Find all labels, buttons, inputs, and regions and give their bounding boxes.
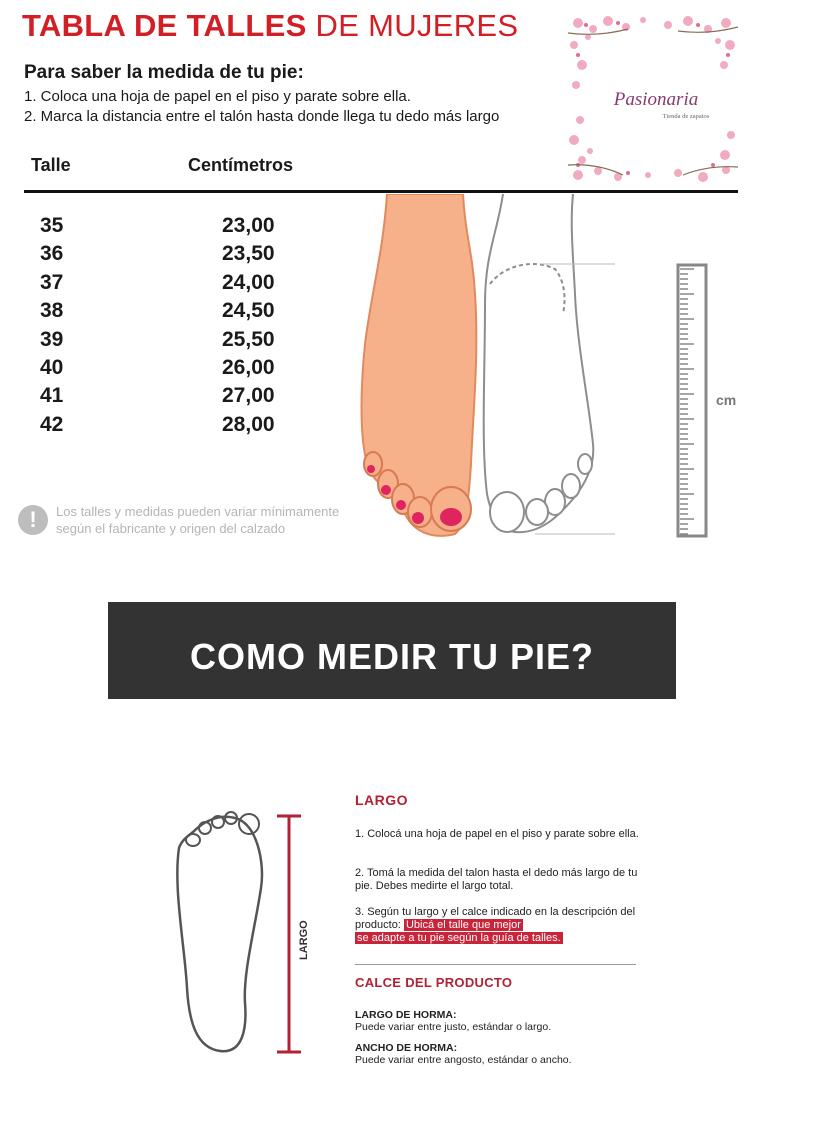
- guide-heading: LARGO: [355, 792, 409, 808]
- table-row-cm: 26,00: [222, 356, 275, 380]
- title-bold: TABLA DE TALLES: [22, 8, 307, 43]
- guide-step-2: 2. Tomá la medida del talon hasta el dedo más largo de tu pie. Debes medirte el largo total.: [355, 867, 638, 892]
- table-row-size: 39: [40, 327, 64, 351]
- disclaimer-line-1: Los talles y medidas pueden variar mínimamente: [56, 504, 340, 519]
- brand-logo: [568, 15, 738, 183]
- table-row-cm: 25,50: [222, 327, 275, 351]
- disclaimer: [56, 503, 339, 537]
- horma-largo: [355, 1009, 551, 1033]
- section-banner: COMO MEDIR TU PIE?: [108, 602, 676, 699]
- page-title: [22, 8, 518, 44]
- horma-largo-text: Puede variar entre justo, estándar o largo.: [355, 1021, 552, 1033]
- guide-divider: [355, 964, 636, 965]
- horma-ancho-title: ANCHO DE HORMA:: [355, 1042, 458, 1054]
- table-row-cm: 23,00: [222, 214, 275, 237]
- table-row-size: 36: [40, 242, 64, 266]
- brand-name: Pasionaria: [613, 89, 699, 110]
- feet-illustration: [355, 194, 615, 549]
- header-rule: [24, 190, 738, 193]
- table-row-size: 37: [40, 270, 64, 294]
- table-row-size: 40: [40, 356, 64, 380]
- horma-ancho-text: Puede variar entre angosto, estándar o ancho.: [355, 1054, 572, 1066]
- calce-heading: CALCE DEL PRODUCTO: [355, 975, 513, 990]
- foot-length-label: LARGO: [298, 920, 310, 960]
- subtitle: Para saber la medida de tu pie:: [24, 62, 304, 83]
- guide-step-3: [355, 906, 645, 945]
- instruction-step-1: 1. Coloca una hoja de papel en el piso y parate sobre ella.: [24, 88, 411, 105]
- guide-step-3-text: 3. Según tu largo y el calce indicado en la descripción del producto:: [355, 906, 636, 931]
- guide-step-3-highlight-2: se adapte a tu pie según la guía de talles.: [357, 932, 561, 944]
- foot-outline-icon: [177, 817, 262, 1051]
- table-row-size: 35: [40, 214, 64, 237]
- exclamation-icon: !: [18, 505, 48, 535]
- horma-largo-title: LARGO DE HORMA:: [355, 1009, 457, 1021]
- horma-ancho: [355, 1042, 572, 1066]
- column-header-size: Talle: [31, 155, 71, 175]
- column-header-cm: Centímetros: [188, 155, 294, 175]
- title-thin: DE MUJERES: [315, 8, 519, 43]
- size-column: [40, 212, 63, 439]
- instruction-step-2: 2. Marca la distancia entre el talón hasta donde llega tu dedo más largo: [24, 108, 500, 125]
- table-row-cm: 23,50: [222, 242, 275, 266]
- table-row-size: 42: [40, 412, 64, 436]
- disclaimer-line-2: según el fabricante y origen del calzado: [56, 521, 286, 536]
- table-row-cm: 24,00: [222, 270, 275, 294]
- table-row-size: 38: [40, 299, 64, 323]
- guide-foot-illustration: [165, 808, 315, 1063]
- brand-tagline: Tienda de zapatos: [662, 113, 710, 120]
- ruler-unit: cm: [716, 392, 737, 408]
- table-row-size: 41: [40, 384, 64, 408]
- table-row-cm: 28,00: [222, 412, 275, 436]
- guide-step-1: 1. Colocá una hoja de papel en el piso y parate sobre ella.: [355, 828, 639, 840]
- guide-step-3-highlight-1: Ubicá el talle que mejor: [405, 919, 521, 931]
- table-row-cm: 27,00: [222, 384, 275, 408]
- cm-column: [222, 212, 275, 439]
- ruler-icon: [676, 263, 710, 543]
- table-row-cm: 24,50: [222, 299, 275, 323]
